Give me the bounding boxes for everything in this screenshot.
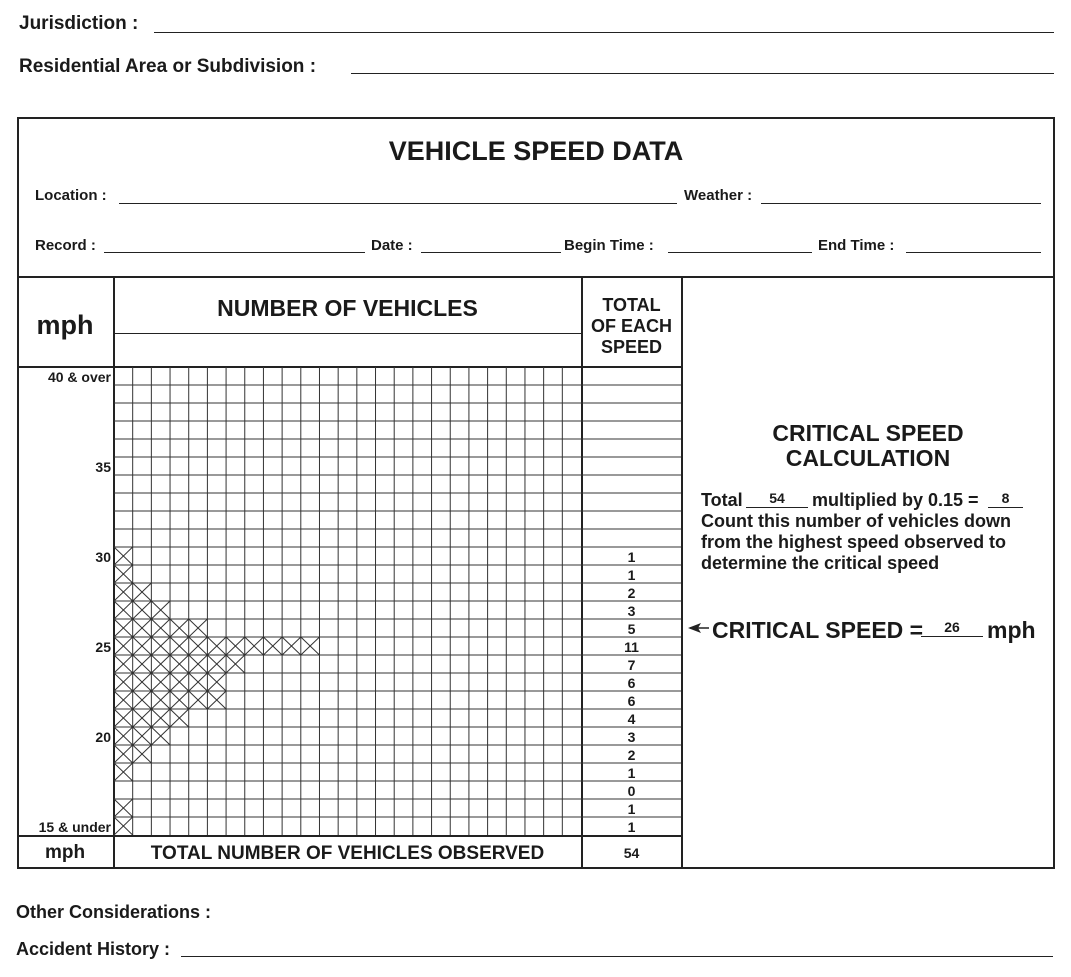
critical-speed-unit: mph bbox=[987, 617, 1036, 643]
total-value: 54 bbox=[769, 490, 785, 506]
speed-total-value: 7 bbox=[627, 657, 636, 673]
location-label: Location : bbox=[35, 187, 107, 204]
speed-total-value: 1 bbox=[627, 567, 636, 583]
speed-row-label: 35 bbox=[95, 459, 111, 475]
other-considerations-label: Other Considerations : bbox=[16, 902, 212, 922]
speed-total-value: 0 bbox=[627, 783, 636, 799]
critical-calc-title-line-2: CALCULATION bbox=[785, 445, 951, 471]
speed-total-value: 1 bbox=[627, 819, 636, 835]
speed-total-value: 1 bbox=[627, 765, 636, 781]
total-header-line-1: TOTAL bbox=[602, 295, 661, 315]
speed-total-value: 2 bbox=[627, 585, 636, 601]
footer-total-label: TOTAL NUMBER OF VEHICLES OBSERVED bbox=[150, 843, 545, 864]
record-label: Record : bbox=[35, 237, 96, 254]
jurisdiction-label: Jurisdiction : bbox=[19, 13, 139, 34]
accident-history-field[interactable] bbox=[181, 956, 1053, 957]
speed-row-label: 20 bbox=[95, 729, 111, 745]
total-header-line-2: OF EACH bbox=[591, 316, 672, 336]
critical-speed-label: CRITICAL SPEED = bbox=[712, 617, 924, 643]
speed-row-label: 25 bbox=[95, 639, 111, 655]
instruction-line-3: determine the critical speed bbox=[701, 553, 940, 573]
speed-total-value: 3 bbox=[627, 603, 636, 619]
speed-total-value: 1 bbox=[627, 549, 636, 565]
total-label: Total bbox=[701, 490, 743, 510]
speed-total-value: 11 bbox=[624, 639, 639, 655]
speed-total-value: 1 bbox=[627, 801, 636, 817]
vehicles-header: NUMBER OF VEHICLES bbox=[217, 295, 478, 321]
critical-calc-title bbox=[682, 421, 1054, 471]
critical-instructions bbox=[701, 511, 1011, 574]
speed-total-value: 6 bbox=[627, 675, 636, 691]
instruction-line-2: from the highest speed observed to bbox=[701, 532, 1007, 552]
speed-row-label: 40 & over bbox=[47, 369, 111, 385]
accident-history-label: Accident History : bbox=[16, 939, 171, 959]
multiplied-value: 8 bbox=[1001, 490, 1010, 506]
multiplied-field[interactable] bbox=[988, 507, 1023, 508]
instruction-line-1: Count this number of vehicles down bbox=[701, 511, 1012, 531]
mph-header: mph bbox=[36, 310, 94, 340]
begin-time-label: Begin Time : bbox=[564, 237, 654, 254]
weather-label: Weather : bbox=[684, 187, 753, 204]
speed-total-value: 5 bbox=[627, 621, 636, 637]
residential-area-label: Residential Area or Subdivision : bbox=[19, 56, 317, 77]
critical-calc-title-line-1: CRITICAL SPEED bbox=[772, 420, 964, 446]
speed-total-value: 2 bbox=[627, 747, 636, 763]
footer-total-value: 54 bbox=[623, 845, 640, 861]
total-header-line-3: SPEED bbox=[600, 337, 663, 357]
speed-total-value: 4 bbox=[627, 711, 636, 727]
critical-speed-field[interactable] bbox=[921, 636, 983, 637]
multiplied-label: multiplied by 0.15 = bbox=[812, 490, 979, 510]
speed-total-value: 3 bbox=[627, 729, 636, 745]
speed-row-label: 30 bbox=[95, 549, 111, 565]
end-time-label: End Time : bbox=[818, 237, 895, 254]
date-label: Date : bbox=[371, 237, 413, 254]
footer-mph-label: mph bbox=[44, 842, 86, 863]
arrow-left-icon bbox=[688, 621, 710, 635]
speed-row-label: 15 & under bbox=[38, 819, 111, 835]
critical-speed-value: 26 bbox=[944, 619, 960, 635]
speed-total-value: 6 bbox=[627, 693, 636, 709]
total-field[interactable] bbox=[746, 507, 808, 508]
form-title: VEHICLE SPEED DATA bbox=[388, 136, 684, 166]
